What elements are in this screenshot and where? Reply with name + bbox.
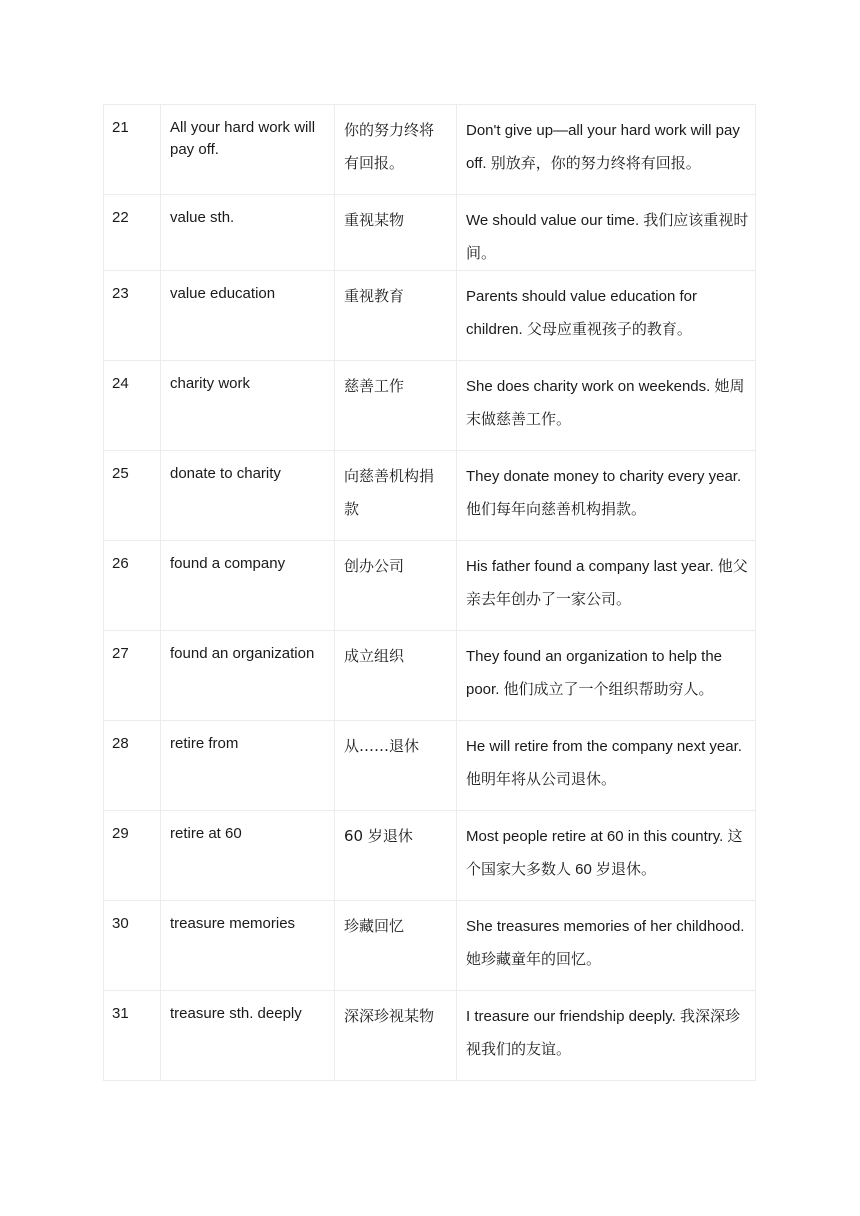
chinese-meaning-cell: 深深珍视某物 — [335, 991, 457, 1081]
example-sentence-cell: He will retire from the company next year. 他明年将从公司退休。 — [457, 721, 756, 811]
phrase-cell: retire from — [161, 721, 335, 811]
example-sentence-cell: Parents should value education for children. 父母应重视孩子的教育。 — [457, 271, 756, 361]
example-sentence-cell: His father found a company last year. 他父亲去年创办了一家公司。 — [457, 541, 756, 631]
row-number: 22 — [104, 195, 161, 271]
chinese-meaning-cell: 重视某物 — [335, 195, 457, 271]
phrase-cell: treasure memories — [161, 901, 335, 991]
chinese-meaning-cell: 你的努力终将有回报。 — [335, 105, 457, 195]
table-row — [104, 105, 756, 195]
row-number: 25 — [104, 451, 161, 541]
table-row — [104, 451, 756, 541]
chinese-meaning-cell: 向慈善机构捐款 — [335, 451, 457, 541]
chinese-meaning-cell: 60 岁退休 — [335, 811, 457, 901]
table-row — [104, 541, 756, 631]
row-number: 30 — [104, 901, 161, 991]
example-sentence-cell: She treasures memories of her childhood. 她珍藏童年的回忆。 — [457, 901, 756, 991]
example-sentence-cell: They donate money to charity every year. 他们每年向慈善机构捐款。 — [457, 451, 756, 541]
example-sentence-cell: She does charity work on weekends. 她周末做慈善工作。 — [457, 361, 756, 451]
row-number: 31 — [104, 991, 161, 1081]
table-row — [104, 721, 756, 811]
phrase-cell: donate to charity — [161, 451, 335, 541]
phrase-cell: retire at 60 — [161, 811, 335, 901]
example-sentence-cell: I treasure our friendship deeply. 我深深珍视我们的友谊。 — [457, 991, 756, 1081]
row-number: 27 — [104, 631, 161, 721]
table-row — [104, 631, 756, 721]
table-row — [104, 991, 756, 1081]
phrase-cell: charity work — [161, 361, 335, 451]
row-number: 24 — [104, 361, 161, 451]
chinese-meaning-cell: 重视教育 — [335, 271, 457, 361]
row-number: 26 — [104, 541, 161, 631]
row-number: 29 — [104, 811, 161, 901]
table-row — [104, 271, 756, 361]
row-number: 21 — [104, 105, 161, 195]
chinese-meaning-cell: 成立组织 — [335, 631, 457, 721]
example-sentence-cell: Don't give up—all your hard work will pay off. 别放弃，你的努力终将有回报。 — [457, 105, 756, 195]
phrase-cell: value sth. — [161, 195, 335, 271]
chinese-meaning-cell: 创办公司 — [335, 541, 457, 631]
phrase-cell: treasure sth. deeply — [161, 991, 335, 1081]
phrase-cell: value education — [161, 271, 335, 361]
vocabulary-table — [103, 104, 756, 1081]
row-number: 23 — [104, 271, 161, 361]
table-row — [104, 901, 756, 991]
row-number: 28 — [104, 721, 161, 811]
phrase-cell: All your hard work will pay off. — [161, 105, 335, 195]
chinese-meaning-cell: 珍藏回忆 — [335, 901, 457, 991]
example-sentence-cell: They found an organization to help the poor. 他们成立了一个组织帮助穷人。 — [457, 631, 756, 721]
table-row — [104, 361, 756, 451]
table-row — [104, 195, 756, 271]
example-sentence-cell: We should value our time. 我们应该重视时间。 — [457, 195, 756, 271]
phrase-cell: found a company — [161, 541, 335, 631]
phrase-cell: found an organization — [161, 631, 335, 721]
table-row — [104, 811, 756, 901]
chinese-meaning-cell: 慈善工作 — [335, 361, 457, 451]
chinese-meaning-cell: 从……退休 — [335, 721, 457, 811]
example-sentence-cell: Most people retire at 60 in this country. 这个国家大多数人 60 岁退休。 — [457, 811, 756, 901]
